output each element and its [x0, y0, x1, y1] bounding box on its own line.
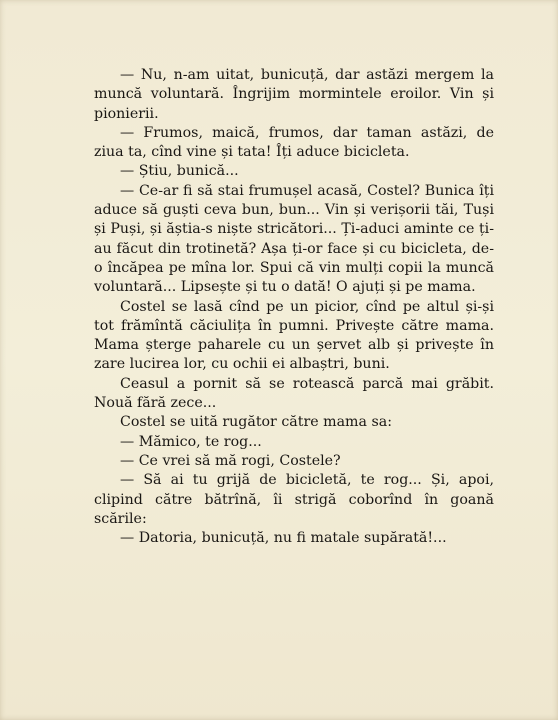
- paragraph: — Frumos, maică, frumos, dar taman astăzi, de ziua ta, cînd vine și tata! Îți aduce bicicleta.: [94, 124, 494, 161]
- paragraph: — Mămico, te rog...: [120, 433, 262, 450]
- paragraph: — Ce vrei să mă rogi, Costele?: [120, 452, 341, 469]
- paragraph: Costel se lasă cînd pe un picior, cînd pe altul și-și tot frămîntă căciulița în pumni. Privește către mama. Mama șterge paharele cu un șervet alb și privește în zare lucirea lor, cu ochii ei albaștri, buni.: [94, 298, 494, 373]
- paragraph: — Știu, bunică...: [120, 163, 239, 180]
- paragraph: — Datoria, bunicuță, nu fi matale supărată!...: [120, 530, 447, 547]
- paragraph: — Nu, n-am uitat, bunicuță, dar astăzi mergem la muncă voluntară. Îngrijim mormintele eroilor. Vin și pionierii.: [94, 67, 494, 122]
- paragraph: — Să ai tu grijă de bicicletă, te rog... Și, apoi, clipind către bătrînă, îi strigă coborînd în goană scările:: [94, 472, 494, 527]
- paragraph: Costel se uită rugător către mama sa:: [120, 414, 392, 431]
- page-body-text: [94, 66, 494, 548]
- paragraph: — Ce-ar fi să stai frumușel acasă, Costel? Bunica îți aduce să guști ceva bun, bun... Vin și verișorii tăi, Tuși și Puși, și ăștia-s niște stricători... Ți-aduci aminte ce ți-au făcut din trotinetă? Așa ți-or face și cu bicicleta, de-o încăpea pe mîna lor. Spui că vin mulți copii la muncă voluntară... Lipsește și tu o dată! O ajuți și pe mama.: [94, 182, 494, 296]
- paragraph: Ceasul a pornit să se rotească parcă mai grăbit. Nouă fără zece...: [94, 375, 494, 412]
